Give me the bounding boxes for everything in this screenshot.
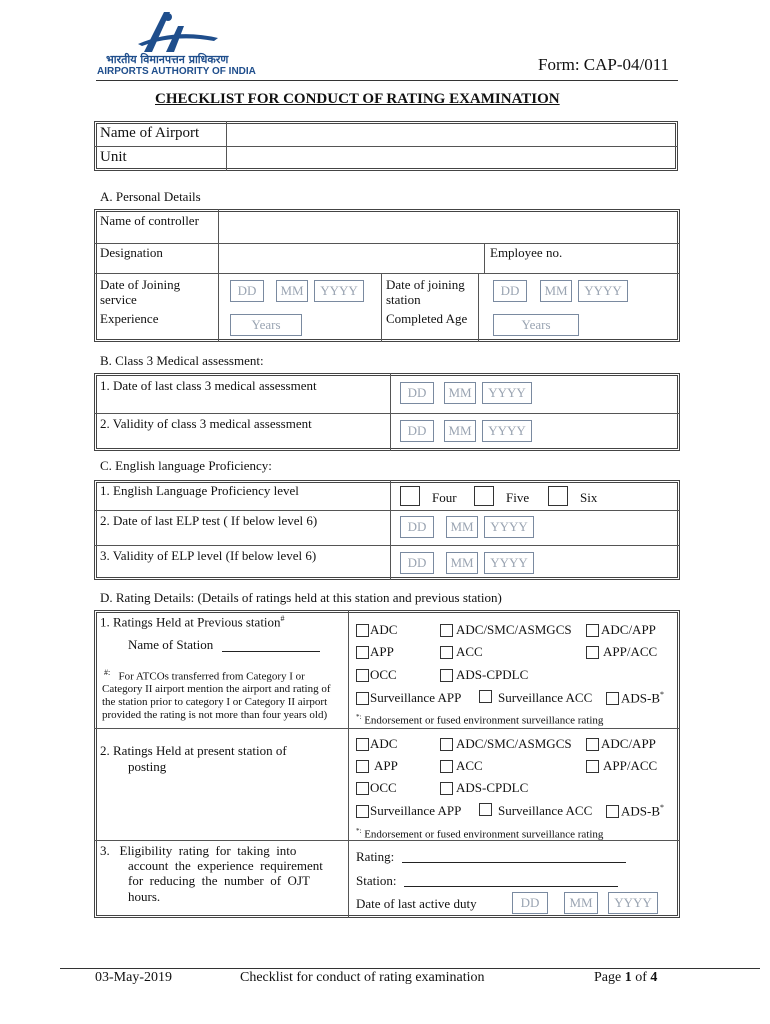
elp-item-1: 1. English Language Proficiency level bbox=[100, 483, 299, 498]
elp-item-2: 2. Date of last ELP test ( If below level 6) bbox=[100, 513, 318, 528]
elp-five-checkbox[interactable] bbox=[474, 486, 494, 506]
prev-adc-app-label: ADC/APP bbox=[601, 622, 656, 637]
form-number: Form: CAP-04/011 bbox=[538, 55, 670, 74]
eligibility-line-4: hours. bbox=[128, 889, 161, 904]
airport-label: Name of Airport bbox=[100, 125, 200, 141]
unit-field[interactable] bbox=[228, 148, 674, 169]
page-title: CHECKLIST FOR CONDUCT OF RATING EXAMINATION bbox=[155, 91, 560, 107]
medical-last-dd[interactable]: DD bbox=[400, 382, 434, 404]
prev-app-checkbox[interactable] bbox=[356, 646, 369, 659]
elp-four-checkbox[interactable] bbox=[400, 486, 420, 506]
last-active-mm[interactable]: MM bbox=[564, 892, 598, 914]
completed-age-years[interactable]: Years bbox=[493, 314, 579, 336]
footer-center: Checklist for conduct of rating examination bbox=[240, 970, 485, 985]
prev-surv-app-label: Surveillance APP bbox=[370, 690, 462, 705]
prev-acc-label: ACC bbox=[456, 644, 483, 659]
header-rule bbox=[96, 80, 678, 81]
medical-item-2: 2. Validity of class 3 medical assessment bbox=[100, 416, 312, 431]
pres-endorsement-note: *: Endorsement or fused environment surveillance rating bbox=[356, 827, 604, 841]
pres-occ-label: OCC bbox=[370, 780, 397, 795]
previous-station-label: 1. Ratings Held at Previous station# bbox=[100, 614, 285, 630]
elp-six-checkbox[interactable] bbox=[548, 486, 568, 506]
prev-adc-label: ADC bbox=[370, 622, 398, 637]
medical-last-mm[interactable]: MM bbox=[444, 382, 476, 404]
prev-occ-checkbox[interactable] bbox=[356, 669, 369, 682]
prev-surv-acc-checkbox[interactable] bbox=[479, 690, 492, 703]
prev-ads-b-label: ADS-B* bbox=[621, 690, 665, 706]
medical-validity-yyyy[interactable]: YYYY bbox=[482, 420, 532, 442]
name-of-station-label: Name of Station bbox=[128, 637, 214, 652]
section-b-heading: B. Class 3 Medical assessment: bbox=[100, 353, 264, 368]
note-line-3: the station prior to category I or Category II airport bbox=[102, 696, 328, 708]
footer-date: 03-May-2019 bbox=[95, 970, 172, 985]
elp-validity-mm[interactable]: MM bbox=[446, 552, 478, 574]
prev-surv-app-checkbox[interactable] bbox=[356, 692, 369, 705]
pres-occ-checkbox[interactable] bbox=[356, 782, 369, 795]
elp-last-yyyy[interactable]: YYYY bbox=[484, 516, 534, 538]
joining-service-label-2: service bbox=[100, 292, 137, 307]
airport-field[interactable] bbox=[228, 124, 674, 145]
pres-ads-b-checkbox[interactable] bbox=[606, 805, 619, 818]
pres-ads-cpdlc-checkbox[interactable] bbox=[440, 782, 453, 795]
prev-adc-smc-label: ADC/SMC/ASMGCS bbox=[456, 622, 572, 637]
employee-no-label: Employee no. bbox=[490, 245, 563, 260]
pres-ads-b-label: ADS-B* bbox=[621, 803, 665, 819]
prev-adc-smc-checkbox[interactable] bbox=[440, 624, 453, 637]
experience-label: Experience bbox=[100, 311, 159, 326]
medical-last-yyyy[interactable]: YYYY bbox=[482, 382, 532, 404]
pres-surv-acc-checkbox[interactable] bbox=[479, 803, 492, 816]
pres-adc-checkbox[interactable] bbox=[356, 738, 369, 751]
elp-validity-dd[interactable]: DD bbox=[400, 552, 434, 574]
note-line-2: Category II airport mention the airport and rating of bbox=[102, 683, 331, 695]
joining-service-mm[interactable]: MM bbox=[276, 280, 308, 302]
note-line-1: #: For ATCOs transferred from Category I or bbox=[104, 668, 305, 683]
prev-occ-label: OCC bbox=[370, 667, 397, 682]
section-a-heading: A. Personal Details bbox=[100, 189, 201, 204]
prev-app-acc-label: APP/ACC bbox=[603, 644, 658, 659]
medical-validity-mm[interactable]: MM bbox=[444, 420, 476, 442]
logo-hindi-text: भारतीय विमानपत्तन प्राधिकरण bbox=[106, 53, 229, 66]
elp-last-dd[interactable]: DD bbox=[400, 516, 434, 538]
elp-item-3: 3. Validity of ELP level (If below level 6) bbox=[100, 548, 317, 563]
medical-validity-dd[interactable]: DD bbox=[400, 420, 434, 442]
pres-adc-app-checkbox[interactable] bbox=[586, 738, 599, 751]
joining-station-dd[interactable]: DD bbox=[493, 280, 527, 302]
elp-validity-yyyy[interactable]: YYYY bbox=[484, 552, 534, 574]
pres-app-checkbox[interactable] bbox=[356, 760, 369, 773]
joining-station-label: Date of joining bbox=[386, 277, 465, 292]
prev-surv-acc-label: Surveillance ACC bbox=[498, 690, 593, 705]
pres-app-acc-checkbox[interactable] bbox=[586, 760, 599, 773]
eligibility-line-1: 3. Eligibility rating for taking into bbox=[100, 843, 297, 858]
station-label: Station: bbox=[356, 873, 397, 888]
prev-app-acc-checkbox[interactable] bbox=[586, 646, 599, 659]
prev-ads-cpdlc-label: ADS-CPDLC bbox=[456, 667, 529, 682]
elp-six-label: Six bbox=[580, 490, 598, 505]
experience-years[interactable]: Years bbox=[230, 314, 302, 336]
prev-endorsement-note: *: Endorsement or fused environment surveillance rating bbox=[356, 713, 604, 727]
elp-last-mm[interactable]: MM bbox=[446, 516, 478, 538]
last-active-label: Date of last active duty bbox=[356, 896, 477, 911]
logo-english-text: AIRPORTS AUTHORITY OF INDIA bbox=[97, 66, 256, 77]
pres-adc-smc-label: ADC/SMC/ASMGCS bbox=[456, 736, 572, 751]
pres-app-acc-label: APP/ACC bbox=[603, 758, 658, 773]
controller-name-label: Name of controller bbox=[100, 213, 199, 228]
rating-line[interactable] bbox=[402, 862, 626, 863]
elp-five-label: Five bbox=[506, 490, 530, 505]
pres-adc-label: ADC bbox=[370, 736, 398, 751]
medical-item-1: 1. Date of last class 3 medical assessment bbox=[100, 378, 317, 393]
prev-ads-cpdlc-checkbox[interactable] bbox=[440, 669, 453, 682]
last-active-yyyy[interactable]: YYYY bbox=[608, 892, 658, 914]
footer-rule bbox=[60, 968, 760, 969]
unit-label: Unit bbox=[100, 149, 127, 165]
section-d-heading: D. Rating Details: (Details of ratings held at this station and previous station) bbox=[100, 590, 502, 605]
present-station-label-2: posting bbox=[128, 759, 167, 774]
present-station-label: 2. Ratings Held at present station of bbox=[100, 743, 287, 758]
elp-four-label: Four bbox=[432, 490, 457, 505]
footer-page: Page 1 of 4 bbox=[594, 970, 658, 985]
pres-adc-smc-checkbox[interactable] bbox=[440, 738, 453, 751]
eligibility-line-3: for reducing the number of OJT bbox=[128, 873, 310, 888]
note-line-4: provided the rating is not more than four years old) bbox=[102, 709, 328, 721]
prev-ads-b-checkbox[interactable] bbox=[606, 692, 619, 705]
prev-adc-checkbox[interactable] bbox=[356, 624, 369, 637]
pres-adc-app-label: ADC/APP bbox=[601, 736, 656, 751]
prev-app-label: APP bbox=[370, 644, 394, 659]
eligibility-line-2: account the experience requirement bbox=[128, 858, 323, 873]
designation-label: Designation bbox=[100, 245, 163, 260]
pres-app-label: APP bbox=[374, 758, 398, 773]
station-line[interactable] bbox=[404, 886, 618, 887]
aai-logo-icon bbox=[130, 8, 220, 54]
section-c-heading: C. English language Proficiency: bbox=[100, 458, 272, 473]
rating-label: Rating: bbox=[356, 849, 395, 864]
pres-surv-acc-label: Surveillance ACC bbox=[498, 803, 593, 818]
prev-acc-checkbox[interactable] bbox=[440, 646, 453, 659]
controller-name-field[interactable] bbox=[221, 212, 676, 241]
joining-station-mm[interactable]: MM bbox=[540, 280, 572, 302]
pres-acc-label: ACC bbox=[456, 758, 483, 773]
completed-age-label: Completed Age bbox=[386, 311, 468, 326]
joining-service-dd[interactable]: DD bbox=[230, 280, 264, 302]
joining-station-label-2: station bbox=[386, 292, 421, 307]
pres-ads-cpdlc-label: ADS-CPDLC bbox=[456, 780, 529, 795]
prev-adc-app-checkbox[interactable] bbox=[586, 624, 599, 637]
pres-surv-app-checkbox[interactable] bbox=[356, 805, 369, 818]
last-active-dd[interactable]: DD bbox=[512, 892, 548, 914]
joining-station-yyyy[interactable]: YYYY bbox=[578, 280, 628, 302]
pres-acc-checkbox[interactable] bbox=[440, 760, 453, 773]
name-of-station-line[interactable] bbox=[222, 651, 320, 652]
joining-service-yyyy[interactable]: YYYY bbox=[314, 280, 364, 302]
pres-surv-app-label: Surveillance APP bbox=[370, 803, 462, 818]
joining-service-label: Date of Joining bbox=[100, 277, 181, 292]
